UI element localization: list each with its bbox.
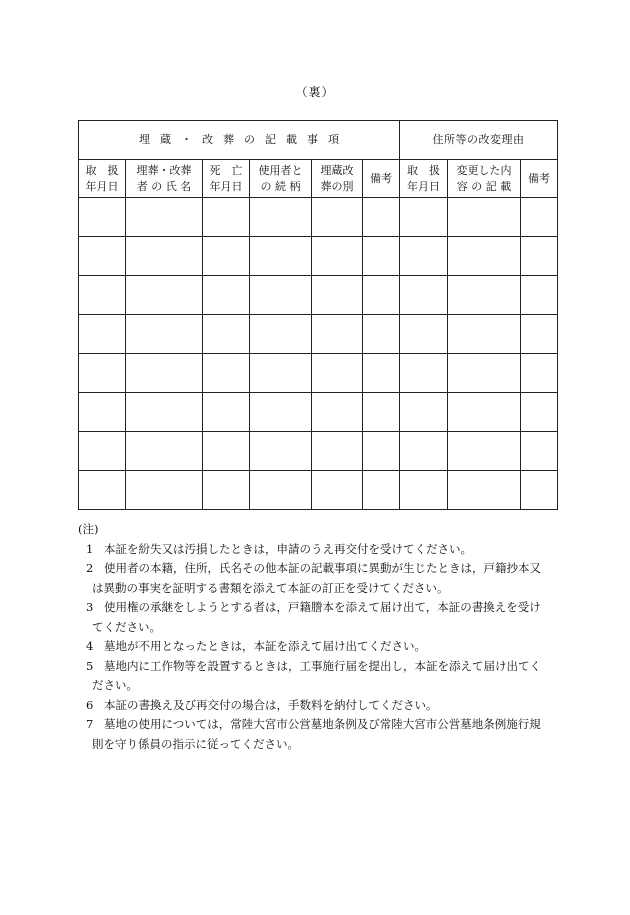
table-cell	[521, 432, 558, 471]
note-text-continuation: てください。	[92, 619, 161, 634]
group-header-burial: 埋蔵・改葬の記載事項	[79, 121, 400, 160]
column-header-change-remarks	[521, 160, 558, 198]
note-text-continuation: は異動の事実を証明する書類を添えて本証の訂正を受けてください。	[92, 580, 449, 595]
table-cell	[126, 276, 203, 315]
note-text-continuation: ださい。	[92, 678, 138, 692]
table-cell	[312, 198, 363, 237]
table-cell	[363, 471, 400, 510]
table-cell	[312, 354, 363, 393]
notes-title: (注)	[78, 522, 99, 536]
column-header-line2: 年月日	[209, 179, 243, 193]
column-header-line1: 埋蔵改	[320, 163, 354, 177]
table-cell	[521, 393, 558, 432]
table-row	[79, 354, 558, 393]
table-cell	[203, 393, 250, 432]
table-cell	[521, 276, 558, 315]
table-cell	[363, 276, 400, 315]
table-cell	[521, 471, 558, 510]
table-cell	[79, 393, 126, 432]
note-number: 7	[86, 717, 94, 731]
column-header-burial-type	[312, 160, 363, 198]
column-header-line1: 埋葬・改葬	[136, 163, 192, 177]
table-cell	[521, 315, 558, 354]
table-row	[79, 393, 558, 432]
note-item	[78, 696, 558, 716]
table-cell	[448, 315, 521, 354]
table-cell	[250, 315, 312, 354]
column-header-change-content	[448, 160, 521, 198]
note-text: 本証を紛失又は汚損したときは，申請のうえ再交付を受けてください。	[104, 541, 472, 556]
table-cell	[400, 471, 448, 510]
group-header-address-change: 住所等の改変理由	[400, 121, 558, 160]
table-cell	[448, 432, 521, 471]
column-header-handling-date	[79, 160, 126, 198]
note-number: 1	[86, 541, 94, 556]
table-cell	[400, 276, 448, 315]
note-text: 墓地が不用となったときは，本証を添えて届け出てください。	[104, 639, 426, 653]
table-cell	[250, 237, 312, 276]
table-cell	[363, 237, 400, 276]
table-cell	[400, 237, 448, 276]
table-cell	[203, 471, 250, 510]
note-number: 6	[86, 697, 94, 712]
table-cell	[203, 276, 250, 315]
table-cell	[79, 237, 126, 276]
table-cell	[448, 393, 521, 432]
note-item	[78, 598, 558, 637]
note-text: 使用権の承継をしようとする者は，戸籍謄本を添えて届け出て，本証の書換えを受け	[104, 600, 541, 614]
table-cell	[250, 471, 312, 510]
notes-section	[78, 520, 558, 754]
table-cell	[521, 237, 558, 276]
table-cell	[203, 198, 250, 237]
table-cell	[79, 276, 126, 315]
register-table	[78, 120, 558, 510]
column-header-change-handling-date	[400, 160, 448, 198]
table-cell	[363, 198, 400, 237]
table-cell	[250, 276, 312, 315]
table-cell	[521, 198, 558, 237]
column-header-line1: 死 亡	[209, 163, 243, 177]
note-text: 使用者の本籍，住所，氏名その他本証の記載事項に異動が生じたときは，戸籍抄本又	[104, 561, 541, 575]
table-cell	[400, 432, 448, 471]
column-header-line2: 者 の 氏 名	[136, 179, 192, 193]
note-number: 5	[86, 658, 94, 673]
note-number: 3	[86, 600, 94, 614]
note-text: 本証の書換え及び再交付の場合は，手数料を納付してください。	[104, 697, 438, 712]
column-header-line2: 葬の別	[320, 179, 354, 193]
table-cell	[400, 354, 448, 393]
column-header-line2: 年月日	[85, 179, 119, 193]
note-number: 2	[86, 561, 94, 575]
column-header-line2: 容 の 記 載	[456, 179, 512, 193]
note-item	[78, 559, 558, 598]
table-cell	[400, 315, 448, 354]
table-cell	[312, 276, 363, 315]
group-header-row	[79, 121, 558, 160]
table-cell	[126, 354, 203, 393]
notes-list	[78, 540, 558, 755]
table-cell	[250, 393, 312, 432]
note-item	[78, 657, 558, 696]
table-cell	[448, 276, 521, 315]
table-cell	[448, 237, 521, 276]
table-cell	[312, 237, 363, 276]
column-header-death-date	[203, 160, 250, 198]
table-cell	[126, 471, 203, 510]
column-header-remarks	[363, 160, 400, 198]
table-cell	[79, 432, 126, 471]
column-header-line1: 備考	[370, 171, 393, 185]
table-row	[79, 432, 558, 471]
page-heading: （裏）	[295, 85, 335, 99]
table-cell	[250, 432, 312, 471]
table-cell	[400, 198, 448, 237]
column-header-buried-person-name	[126, 160, 203, 198]
table-row	[79, 276, 558, 315]
note-text: 墓地の使用については，常陸大宮市公営墓地条例及び常陸大宮市公営墓地条例施行規	[104, 717, 541, 731]
table-cell	[79, 471, 126, 510]
column-header-line1: 使用者と	[258, 163, 303, 177]
table-row	[79, 471, 558, 510]
table-cell	[250, 198, 312, 237]
table-cell	[250, 354, 312, 393]
table-cell	[312, 393, 363, 432]
column-header-line2: 年月日	[407, 179, 441, 193]
table-cell	[126, 315, 203, 354]
note-text-continuation: 則を守り係員の指示に従ってください。	[92, 736, 299, 751]
table-cell	[363, 354, 400, 393]
table-cell	[126, 237, 203, 276]
table-cell	[203, 237, 250, 276]
table-row	[79, 315, 558, 354]
note-item	[78, 540, 558, 560]
table-cell	[126, 198, 203, 237]
table-row	[79, 237, 558, 276]
table-cell	[400, 393, 448, 432]
table-cell	[203, 315, 250, 354]
column-header-line1: 備考	[528, 171, 551, 185]
table-cell	[126, 432, 203, 471]
column-header-line2: の 続 柄	[260, 179, 301, 193]
table-cell	[312, 315, 363, 354]
column-header-relation-to-user	[250, 160, 312, 198]
column-header-line1: 変更した内	[456, 163, 512, 177]
column-header-line1: 取 扱	[85, 163, 119, 177]
table-cell	[448, 198, 521, 237]
table-row	[79, 198, 558, 237]
table-cell	[312, 471, 363, 510]
table-cell	[203, 432, 250, 471]
table-cell	[521, 354, 558, 393]
table-cell	[79, 354, 126, 393]
note-text: 墓地内に工作物等を設置するときは，工事施行届を提出し，本証を添えて届け出てく	[104, 658, 541, 673]
table-cell	[203, 354, 250, 393]
table-cell	[363, 432, 400, 471]
table-cell	[79, 315, 126, 354]
table-cell	[126, 393, 203, 432]
note-item	[78, 715, 558, 754]
column-header-line1: 取 扱	[407, 163, 441, 177]
table-cell	[448, 471, 521, 510]
note-item	[78, 637, 558, 657]
table-cell	[448, 354, 521, 393]
table-cell	[363, 315, 400, 354]
table-cell	[363, 393, 400, 432]
table-cell	[79, 198, 126, 237]
note-number: 4	[86, 639, 94, 653]
table-body	[79, 198, 558, 510]
column-header-row	[79, 160, 558, 198]
table-cell	[312, 432, 363, 471]
